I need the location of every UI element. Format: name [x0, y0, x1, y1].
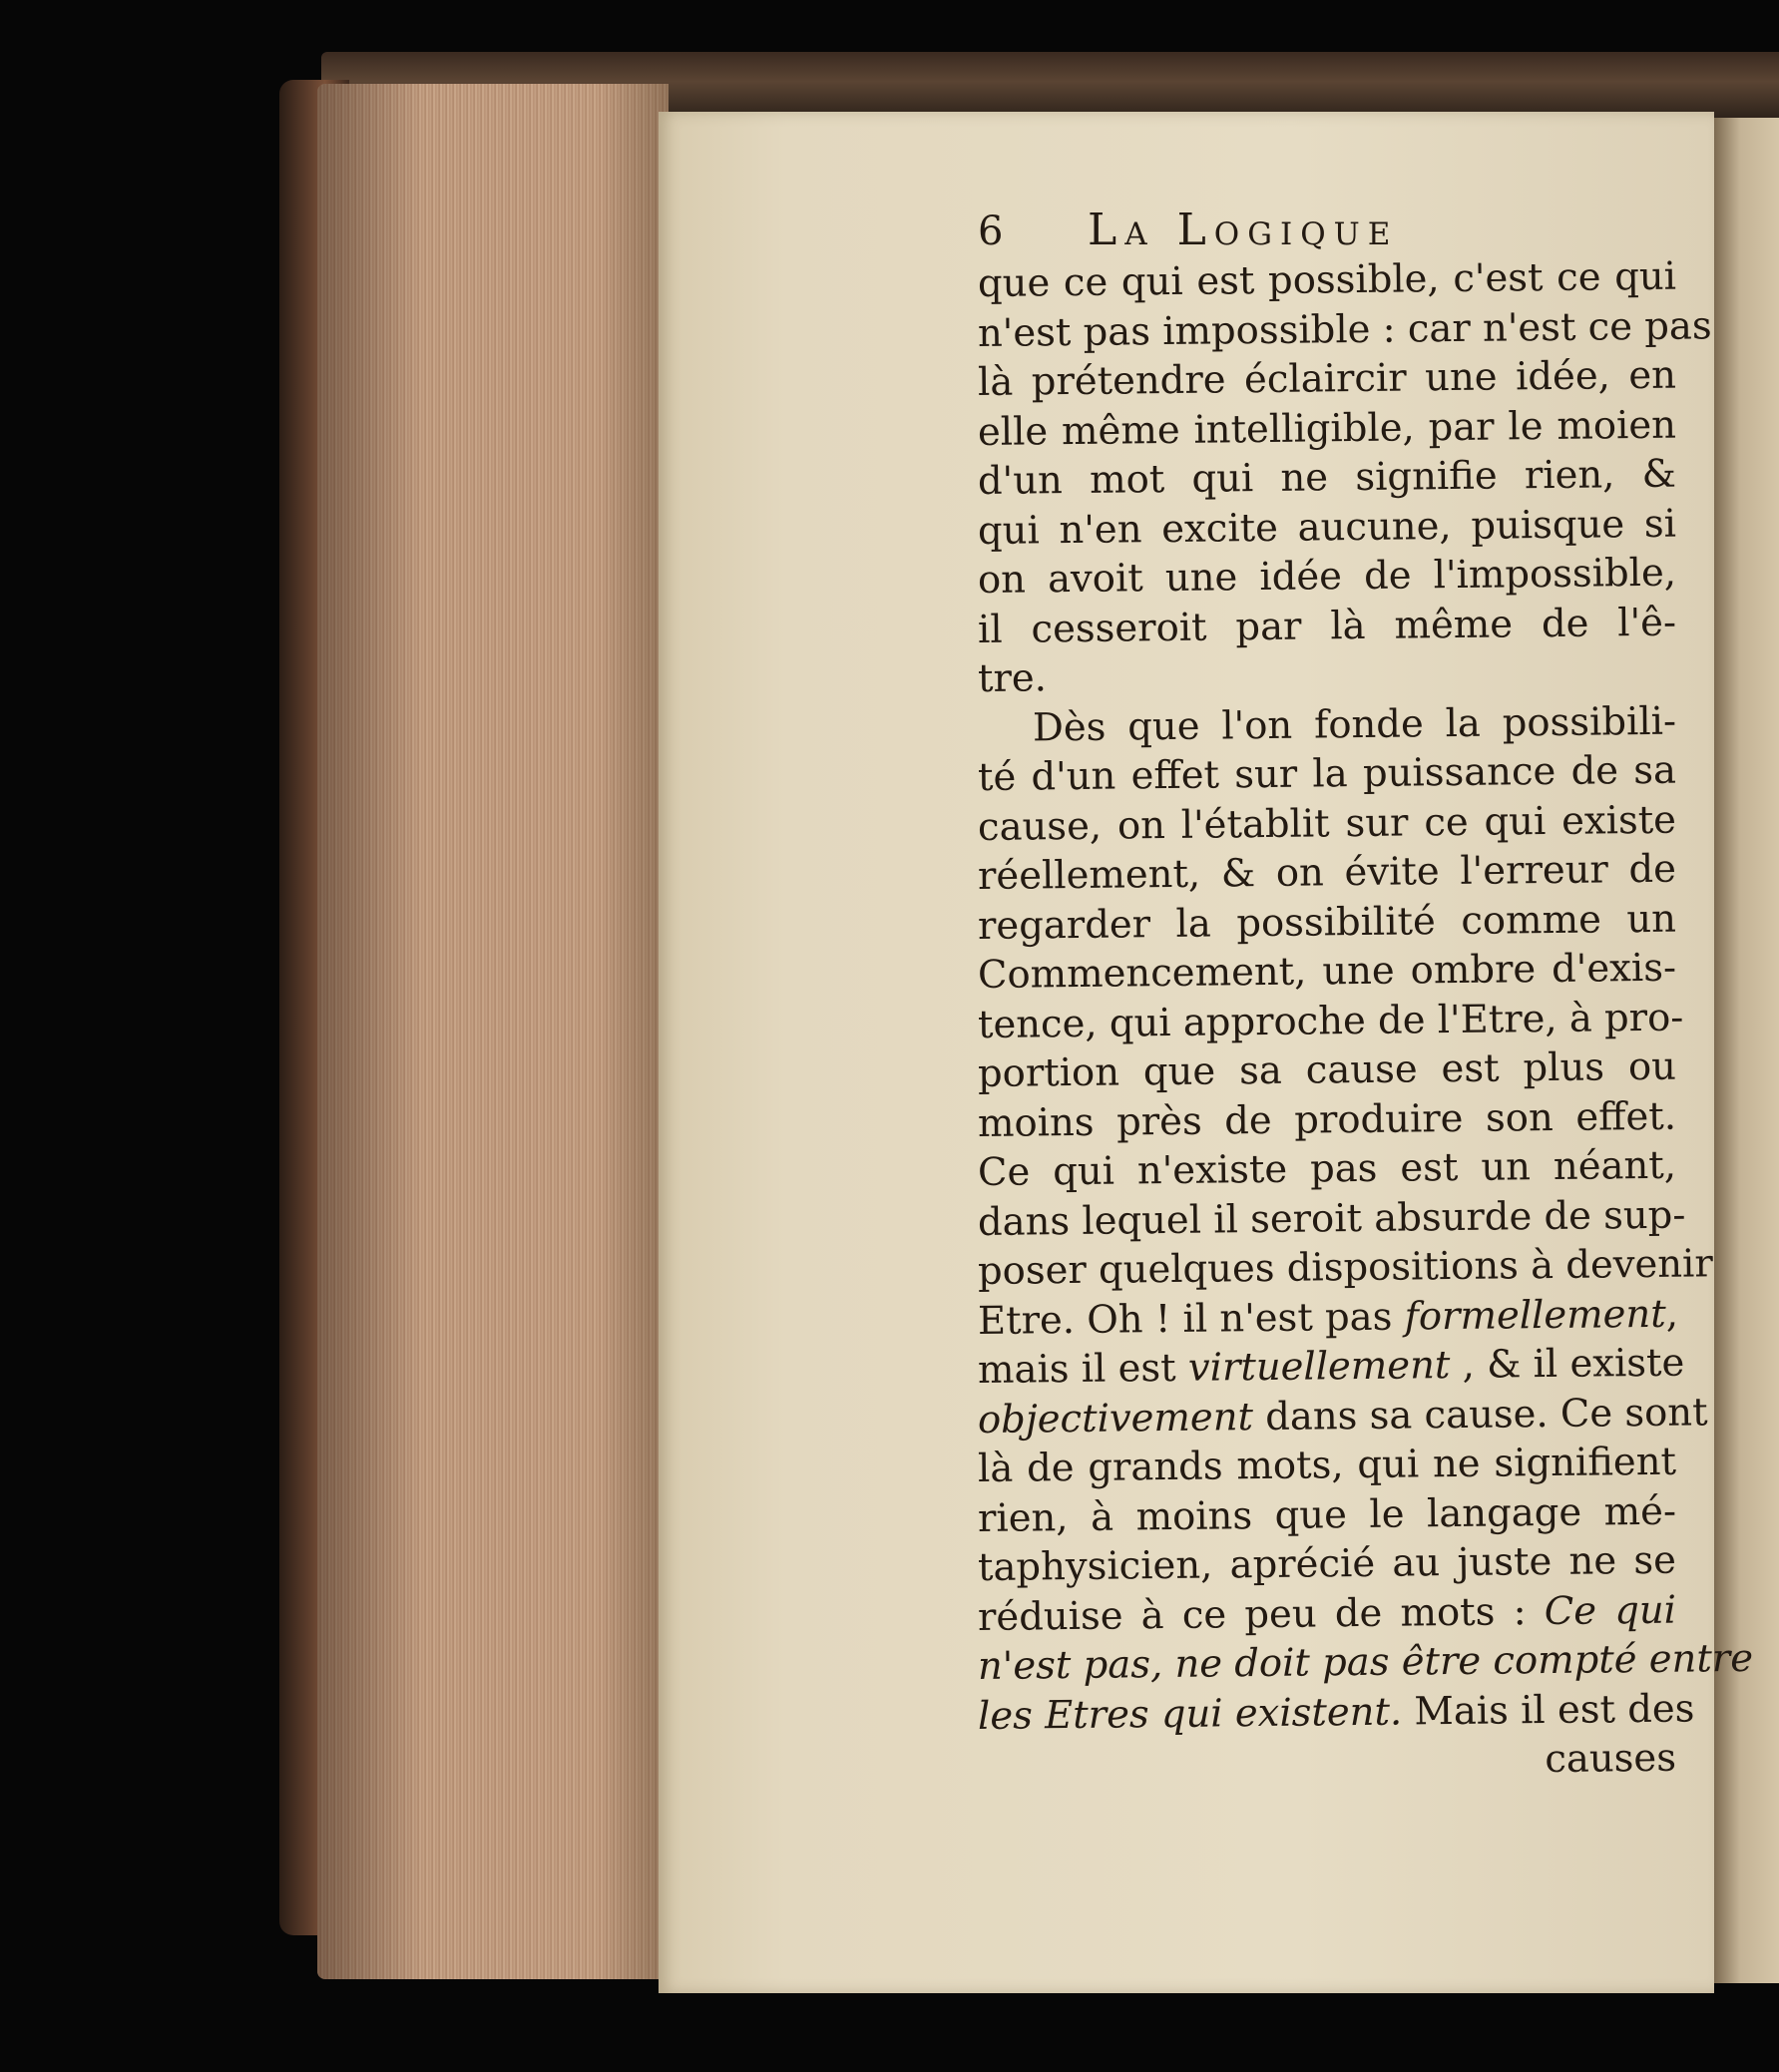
text-line: Ce qui n'existe pas est un néant, [977, 1142, 1677, 1195]
paragraph-start-line: Dès que l'on fonde la possibili- [1032, 698, 1677, 750]
text-line: objectivement dans sa cause. Ce sont [977, 1389, 1708, 1443]
text-line: il cesseroit par là même de l'ê- [977, 600, 1677, 652]
text-line: cause, on l'établit sur ce qui existe [977, 797, 1677, 850]
text-line: là de grands mots, qui ne signifient [977, 1439, 1677, 1491]
text-line: les Etres qui existent. Mais il est des [977, 1685, 1695, 1739]
text-line: regarder la possibilité comme un [977, 896, 1677, 949]
italic-phrase: Ce qui [1544, 1587, 1677, 1634]
text-line: là prétendre éclaircir une idée, en [977, 352, 1677, 405]
text-line: tence, qui approche de l'Etre, à pro- [977, 995, 1684, 1047]
page-block-shadow [317, 84, 668, 1979]
text-line: mais il est virtuellement , & il existe [977, 1340, 1685, 1393]
text-line: réellement, & on évite l'erreur de [977, 846, 1677, 899]
text-line: réduise à ce peu de mots : Ce qui [977, 1587, 1677, 1640]
text-line: rien, à moins que le langage mé- [977, 1488, 1677, 1541]
page-text-block [977, 205, 1754, 1791]
page-number: 6 [978, 208, 1010, 254]
text-line: portion que sa cause est plus ou [977, 1043, 1677, 1096]
text-line: poser quelques dispositions à devenir [977, 1241, 1714, 1294]
running-head [978, 205, 1676, 255]
running-head-title: La Logique [1088, 205, 1399, 255]
text-line: Commencement, une ombre d'exis- [977, 945, 1677, 998]
text-line: tre. [977, 655, 1048, 701]
italic-phrase: les Etres qui existent. [977, 1689, 1403, 1739]
italic-text-line: n'est pas, ne doit pas être compté entre [977, 1635, 1754, 1689]
text-line: qui n'en excite aucune, puisque si [977, 501, 1677, 554]
catchword: causes [1545, 1735, 1677, 1783]
text-line: Etre. Oh ! il n'est pas formellement, [977, 1291, 1679, 1344]
italic-term: formellement [1404, 1291, 1666, 1340]
text-line: d'un mot qui ne signifie rien, & [977, 451, 1677, 504]
text-line: on avoit une idée de l'impossible, [977, 550, 1677, 603]
text-line: moins près de produire son effet. [977, 1093, 1677, 1146]
italic-term: virtuellement [1187, 1343, 1451, 1391]
text-line: taphysicien, aprécié au juste ne se [977, 1537, 1677, 1590]
text-line: dans lequel il seroit absurde de sup- [977, 1192, 1686, 1245]
text-line: té d'un effet sur la puissance de sa [977, 747, 1677, 800]
facing-page-edge [1714, 118, 1779, 1983]
italic-term: objectivement [977, 1394, 1254, 1443]
text-line: n'est pas impossible : car n'est ce pas [977, 302, 1712, 356]
text-line: que ce qui est possible, c'est ce qui [977, 253, 1677, 306]
text-line: elle même intelligible, par le moien [977, 402, 1677, 455]
